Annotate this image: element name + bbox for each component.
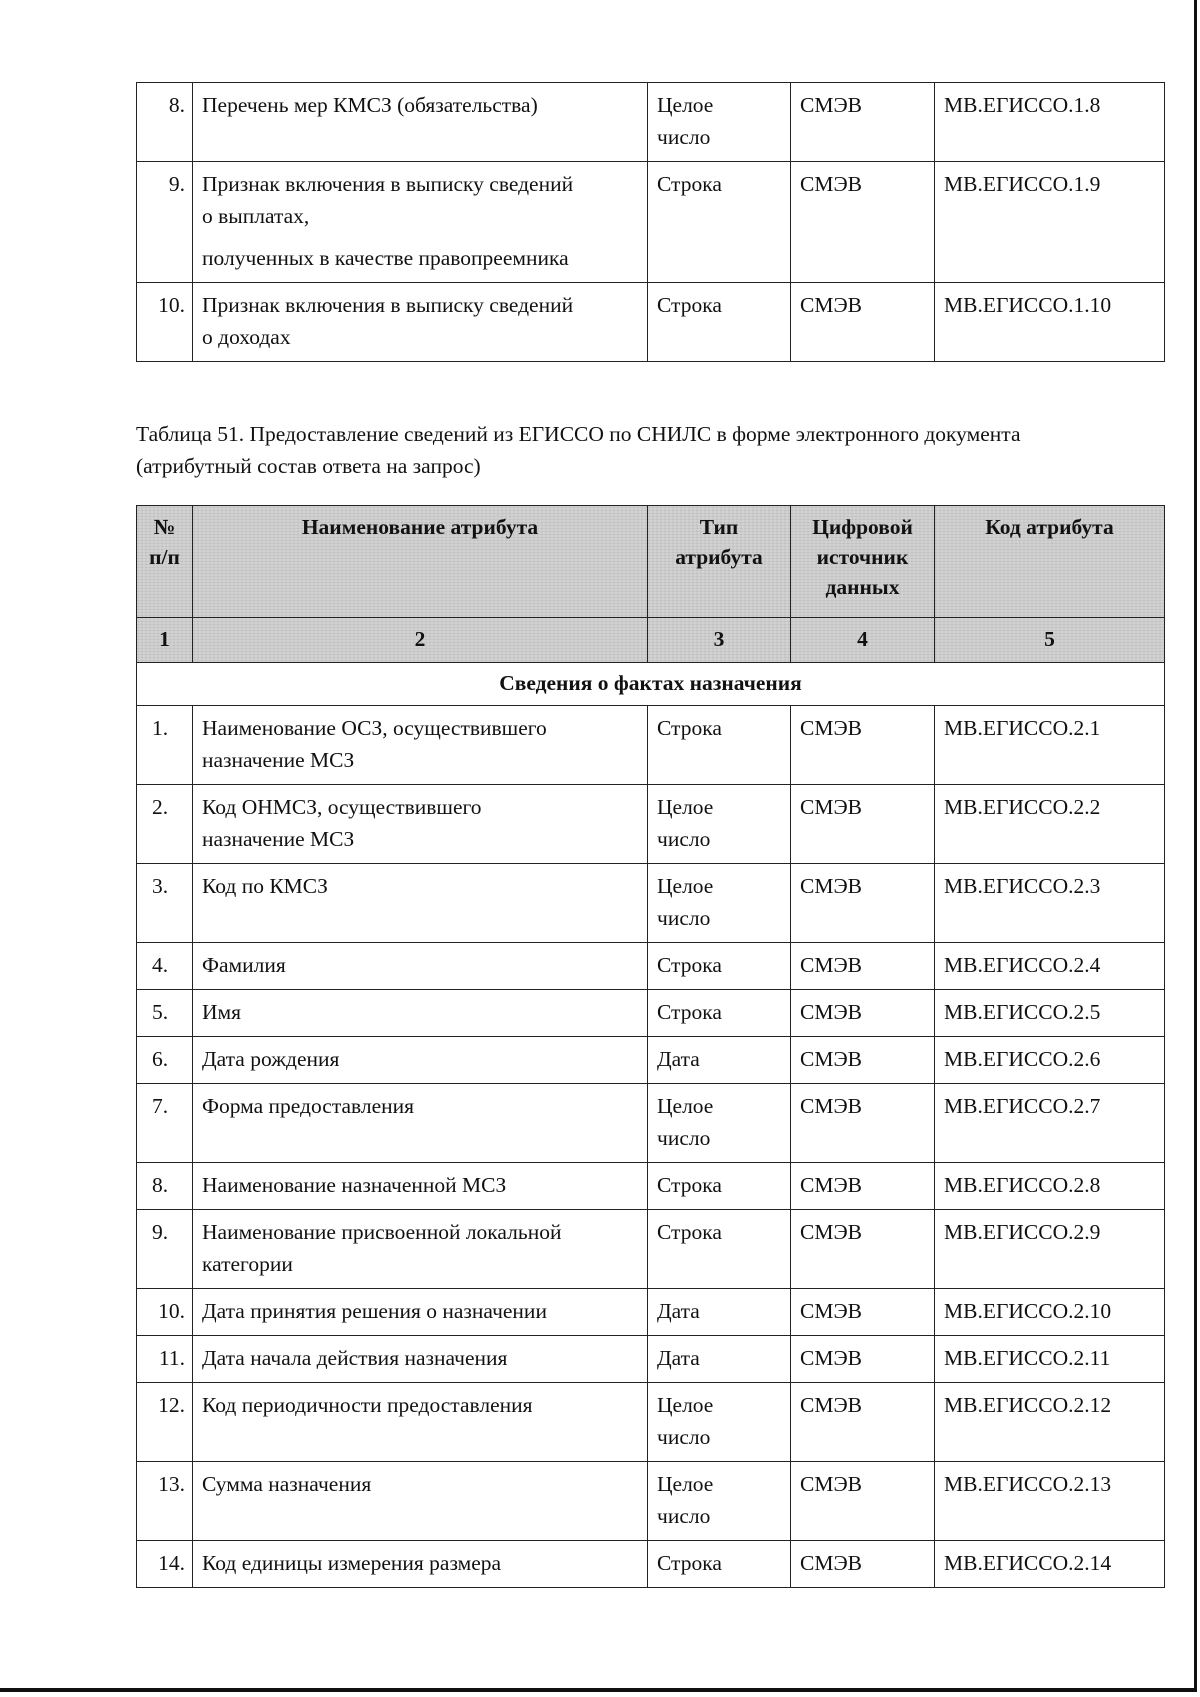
row-number: 9. [137, 162, 193, 283]
data-source: СМЭВ [791, 162, 935, 283]
table-row [137, 943, 1165, 990]
attribute-name [193, 1541, 648, 1588]
attribute-type-line: Строка [657, 1000, 722, 1024]
data-source: СМЭВ [791, 1084, 935, 1163]
header-num [137, 506, 193, 618]
row-number: 14. [137, 1541, 193, 1588]
attribute-type-line: Дата [657, 1047, 700, 1071]
attribute-name-line: о выплатах, [202, 204, 310, 228]
attribute-type-line: Строка [657, 1220, 722, 1244]
attribute-code: МВ.ЕГИССО.2.12 [935, 1383, 1165, 1462]
attribute-name-line: полученных в качестве правопреемника [202, 246, 569, 270]
attribute-code: МВ.ЕГИССО.2.8 [935, 1163, 1165, 1210]
table-row [137, 990, 1165, 1037]
header-type-line2: атрибута [675, 545, 763, 569]
column-number: 3 [648, 618, 791, 663]
attribute-code: МВ.ЕГИССО.1.10 [935, 283, 1165, 362]
row-number: 6. [137, 1037, 193, 1084]
data-source: СМЭВ [791, 1383, 935, 1462]
attribute-type [648, 706, 791, 785]
data-source: СМЭВ [791, 1163, 935, 1210]
column-number: 2 [193, 618, 648, 663]
attribute-type [648, 1037, 791, 1084]
attribute-name-line: Дата принятия решения о назначении [202, 1299, 547, 1323]
attribute-code: МВ.ЕГИССО.2.10 [935, 1289, 1165, 1336]
table-row [137, 1336, 1165, 1383]
header-code: Код атрибута [935, 506, 1165, 618]
column-number-row [137, 618, 1165, 663]
attribute-name-line: Наименование ОСЗ, осуществившего [202, 716, 547, 740]
attribute-name [193, 1462, 648, 1541]
table-caption [136, 418, 1166, 482]
attribute-type [648, 1462, 791, 1541]
attribute-name [193, 83, 648, 162]
header-name: Наименование атрибута [193, 506, 648, 618]
attribute-type-line: число [657, 1504, 711, 1528]
attribute-name-line: о доходах [202, 325, 291, 349]
attribute-type [648, 1336, 791, 1383]
header-source [791, 506, 935, 618]
header-source-line3: данных [825, 575, 900, 599]
attribute-name-line: Форма предоставления [202, 1094, 415, 1118]
attribute-name-line: Фамилия [202, 953, 286, 977]
row-number: 11. [137, 1336, 193, 1383]
attribute-name [193, 706, 648, 785]
row-number: 10. [137, 1289, 193, 1336]
table-row [137, 162, 1165, 283]
header-num-line1: № [153, 515, 176, 539]
attributes-table-51-body [137, 663, 1165, 1588]
data-source: СМЭВ [791, 1462, 935, 1541]
attribute-name-line: Код ОНМСЗ, осуществившего [202, 795, 482, 819]
data-source: СМЭВ [791, 1289, 935, 1336]
table-caption-line2: (атрибутный состав ответа на запрос) [136, 454, 481, 478]
data-source: СМЭВ [791, 1541, 935, 1588]
attribute-name-line: Имя [202, 1000, 242, 1024]
attribute-name [193, 162, 648, 283]
attribute-code: МВ.ЕГИССО.2.4 [935, 943, 1165, 990]
header-num-line2: п/п [149, 545, 180, 569]
attribute-type-line: Строка [657, 716, 722, 740]
attribute-name-line: Признак включения в выписку сведений [202, 172, 574, 196]
attribute-type-line: число [657, 906, 711, 930]
attributes-table-continued [136, 82, 1165, 362]
table-row [137, 1541, 1165, 1588]
attribute-name-line: категории [202, 1252, 293, 1276]
attribute-code: МВ.ЕГИССО.1.9 [935, 162, 1165, 283]
column-number: 4 [791, 618, 935, 663]
attribute-name [193, 1084, 648, 1163]
column-number: 1 [137, 618, 193, 663]
attribute-type [648, 1289, 791, 1336]
attribute-type-line: Целое [657, 874, 714, 898]
row-number: 12. [137, 1383, 193, 1462]
attribute-name [193, 785, 648, 864]
attribute-code: МВ.ЕГИССО.2.1 [935, 706, 1165, 785]
attribute-name [193, 1163, 648, 1210]
data-source: СМЭВ [791, 864, 935, 943]
table-row [137, 1289, 1165, 1336]
attribute-type [648, 785, 791, 864]
header-row [137, 506, 1165, 618]
attribute-type-line: Целое [657, 795, 714, 819]
table-row [137, 1462, 1165, 1541]
attribute-type-line: Строка [657, 1173, 722, 1197]
attribute-name [193, 283, 648, 362]
attribute-type-line: Целое [657, 1393, 714, 1417]
data-source: СМЭВ [791, 283, 935, 362]
attribute-type [648, 1163, 791, 1210]
table-row [137, 864, 1165, 943]
table-row [137, 706, 1165, 785]
attribute-name [193, 1336, 648, 1383]
table-row [137, 1037, 1165, 1084]
row-number: 10. [137, 283, 193, 362]
attribute-type-line: число [657, 1126, 711, 1150]
attribute-code: МВ.ЕГИССО.1.8 [935, 83, 1165, 162]
attribute-type-line: Строка [657, 1551, 722, 1575]
attribute-code: МВ.ЕГИССО.2.7 [935, 1084, 1165, 1163]
row-number: 8. [137, 1163, 193, 1210]
header-source-line1: Цифровой [812, 515, 913, 539]
header-source-line2: источник [816, 545, 909, 569]
data-source: СМЭВ [791, 1210, 935, 1289]
attribute-name-line: Перечень мер КМСЗ (обязательства) [202, 93, 538, 117]
attribute-name-line: Дата начала действия назначения [202, 1346, 508, 1370]
data-source: СМЭВ [791, 943, 935, 990]
line-gap [202, 232, 638, 242]
table-caption-line1: Таблица 51. Предоставление сведений из ЕГИССО по СНИЛС в форме электронного документа [136, 422, 1021, 446]
attribute-type-line: Строка [657, 293, 722, 317]
attribute-name-line: Признак включения в выписку сведений [202, 293, 574, 317]
attribute-code: МВ.ЕГИССО.2.5 [935, 990, 1165, 1037]
row-number: 8. [137, 83, 193, 162]
data-source: СМЭВ [791, 1037, 935, 1084]
attribute-type-line: число [657, 1425, 711, 1449]
table-row [137, 785, 1165, 864]
attribute-name [193, 1037, 648, 1084]
data-source: СМЭВ [791, 83, 935, 162]
attribute-code: МВ.ЕГИССО.2.3 [935, 864, 1165, 943]
attribute-code: МВ.ЕГИССО.2.14 [935, 1541, 1165, 1588]
attribute-name-line: назначение МСЗ [202, 748, 355, 772]
attribute-name [193, 990, 648, 1037]
attribute-type-line: Целое [657, 1094, 714, 1118]
table-row [137, 1084, 1165, 1163]
attribute-name [193, 1210, 648, 1289]
attribute-code: МВ.ЕГИССО.2.11 [935, 1336, 1165, 1383]
attribute-name-line: Наименование присвоенной локальной [202, 1220, 562, 1244]
table-row [137, 283, 1165, 362]
attribute-name-line: Наименование назначенной МСЗ [202, 1173, 507, 1197]
attribute-type-line: Дата [657, 1346, 700, 1370]
attribute-type-line: число [657, 125, 711, 149]
attribute-type-line: Строка [657, 172, 722, 196]
attribute-type [648, 943, 791, 990]
attributes-table-continued-body [137, 83, 1165, 362]
attribute-type [648, 1084, 791, 1163]
attribute-type [648, 864, 791, 943]
attribute-type [648, 83, 791, 162]
table-row [137, 1383, 1165, 1462]
column-number: 5 [935, 618, 1165, 663]
attribute-name [193, 943, 648, 990]
attribute-type [648, 1541, 791, 1588]
attribute-code: МВ.ЕГИССО.2.9 [935, 1210, 1165, 1289]
row-number: 13. [137, 1462, 193, 1541]
attribute-name-line: Сумма назначения [202, 1472, 372, 1496]
data-source: СМЭВ [791, 1336, 935, 1383]
data-source: СМЭВ [791, 785, 935, 864]
row-number: 3. [137, 864, 193, 943]
row-number: 7. [137, 1084, 193, 1163]
attribute-name-line: назначение МСЗ [202, 827, 355, 851]
attribute-type [648, 162, 791, 283]
table-header [137, 506, 1165, 663]
row-number: 1. [137, 706, 193, 785]
attribute-type-line: Дата [657, 1299, 700, 1323]
row-number: 2. [137, 785, 193, 864]
attribute-type-line: Строка [657, 953, 722, 977]
attribute-code: МВ.ЕГИССО.2.13 [935, 1462, 1165, 1541]
section-title: Сведения о фактах назначения [137, 663, 1165, 706]
attribute-name-line: Код периодичности предоставления [202, 1393, 533, 1417]
attribute-type [648, 1383, 791, 1462]
attribute-name-line: Код по КМСЗ [202, 874, 328, 898]
header-type [648, 506, 791, 618]
data-source: СМЭВ [791, 706, 935, 785]
table-row [137, 83, 1165, 162]
row-number: 4. [137, 943, 193, 990]
attribute-type-line: Целое [657, 1472, 714, 1496]
data-source: СМЭВ [791, 990, 935, 1037]
section-row [137, 663, 1165, 706]
attribute-name [193, 1289, 648, 1336]
attribute-name-line: Дата рождения [202, 1047, 340, 1071]
row-number: 9. [137, 1210, 193, 1289]
attribute-name [193, 864, 648, 943]
row-number: 5. [137, 990, 193, 1037]
table-row [137, 1163, 1165, 1210]
header-type-line1: Тип [699, 515, 739, 539]
attribute-type [648, 1210, 791, 1289]
attribute-type-line: число [657, 827, 711, 851]
attribute-code: МВ.ЕГИССО.2.2 [935, 785, 1165, 864]
table-row [137, 1210, 1165, 1289]
attribute-type [648, 990, 791, 1037]
attribute-name-line: Код единицы измерения размера [202, 1551, 502, 1575]
attributes-table-51 [136, 505, 1165, 1588]
attribute-type [648, 283, 791, 362]
attribute-type-line: Целое [657, 93, 714, 117]
attribute-code: МВ.ЕГИССО.2.6 [935, 1037, 1165, 1084]
attribute-name [193, 1383, 648, 1462]
